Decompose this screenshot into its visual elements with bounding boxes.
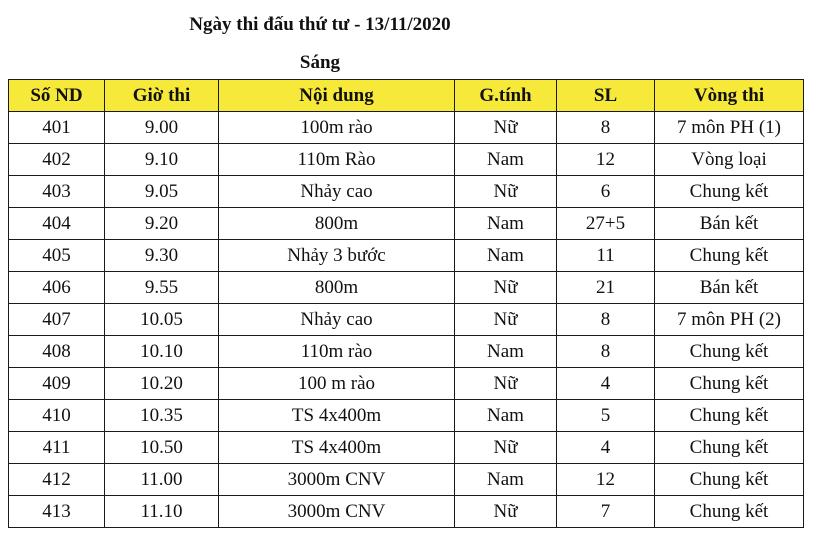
cell-so-nd: 412: [9, 464, 105, 496]
cell-vong-thi: 7 môn PH (2): [655, 304, 804, 336]
cell-gioi-tinh: Nam: [455, 240, 557, 272]
cell-noi-dung: 110m Rào: [219, 144, 455, 176]
cell-vong-thi: Chung kết: [655, 176, 804, 208]
cell-vong-thi: 7 môn PH (1): [655, 112, 804, 144]
cell-noi-dung: 100 m rào: [219, 368, 455, 400]
cell-so-luong: 21: [557, 272, 655, 304]
cell-so-nd: 408: [9, 336, 105, 368]
cell-gioi-tinh: Nam: [455, 400, 557, 432]
session-label: Sáng: [299, 52, 341, 73]
cell-so-luong: 27+5: [557, 208, 655, 240]
cell-gio-thi: 9.05: [105, 176, 219, 208]
cell-so-luong: 4: [557, 368, 655, 400]
cell-so-nd: 413: [9, 496, 105, 528]
cell-noi-dung: 110m rào: [219, 336, 455, 368]
cell-vong-thi: Chung kết: [655, 432, 804, 464]
cell-gioi-tinh: Nữ: [455, 496, 557, 528]
schedule-table: [8, 79, 804, 528]
cell-so-luong: 5: [557, 400, 655, 432]
cell-gio-thi: 10.10: [105, 336, 219, 368]
col-header-so-luong: SL: [557, 80, 655, 112]
cell-noi-dung: 3000m CNV: [219, 496, 455, 528]
table-row: [9, 432, 804, 464]
cell-so-nd: 401: [9, 112, 105, 144]
cell-gioi-tinh: Nữ: [455, 304, 557, 336]
cell-gio-thi: 10.50: [105, 432, 219, 464]
cell-so-luong: 6: [557, 176, 655, 208]
cell-gio-thi: 11.00: [105, 464, 219, 496]
table-row: [9, 496, 804, 528]
page-title: Ngày thi đấu thứ tư - 13/11/2020: [189, 14, 451, 35]
cell-vong-thi: Chung kết: [655, 464, 804, 496]
cell-gio-thi: 9.20: [105, 208, 219, 240]
cell-noi-dung: Nhảy cao: [219, 176, 455, 208]
cell-gio-thi: 10.35: [105, 400, 219, 432]
cell-gioi-tinh: Nữ: [455, 272, 557, 304]
cell-gioi-tinh: Nữ: [455, 368, 557, 400]
cell-so-nd: 409: [9, 368, 105, 400]
cell-so-luong: 8: [557, 304, 655, 336]
cell-so-luong: 11: [557, 240, 655, 272]
cell-gio-thi: 9.55: [105, 272, 219, 304]
cell-so-nd: 410: [9, 400, 105, 432]
cell-gioi-tinh: Nữ: [455, 112, 557, 144]
cell-gio-thi: 10.05: [105, 304, 219, 336]
table-row: [9, 144, 804, 176]
cell-vong-thi: Bán kết: [655, 208, 804, 240]
table-row: [9, 368, 804, 400]
cell-gioi-tinh: Nam: [455, 208, 557, 240]
col-header-gio-thi: Giờ thi: [105, 80, 219, 112]
cell-gio-thi: 9.10: [105, 144, 219, 176]
cell-so-luong: 8: [557, 336, 655, 368]
cell-vong-thi: Vòng loại: [655, 144, 804, 176]
table-row: [9, 464, 804, 496]
cell-gioi-tinh: Nam: [455, 144, 557, 176]
cell-vong-thi: Chung kết: [655, 400, 804, 432]
cell-so-luong: 4: [557, 432, 655, 464]
cell-noi-dung: 800m: [219, 272, 455, 304]
cell-gioi-tinh: Nam: [455, 336, 557, 368]
cell-so-luong: 7: [557, 496, 655, 528]
cell-so-nd: 407: [9, 304, 105, 336]
cell-gioi-tinh: Nữ: [455, 176, 557, 208]
cell-noi-dung: 3000m CNV: [219, 464, 455, 496]
cell-vong-thi: Bán kết: [655, 272, 804, 304]
cell-gio-thi: 10.20: [105, 368, 219, 400]
cell-so-nd: 411: [9, 432, 105, 464]
cell-noi-dung: 100m rào: [219, 112, 455, 144]
cell-gioi-tinh: Nam: [455, 464, 557, 496]
table-row: [9, 176, 804, 208]
cell-so-nd: 406: [9, 272, 105, 304]
cell-so-nd: 403: [9, 176, 105, 208]
cell-vong-thi: Chung kết: [655, 240, 804, 272]
col-header-gioi-tinh: G.tính: [455, 80, 557, 112]
table-row: [9, 208, 804, 240]
cell-gio-thi: 11.10: [105, 496, 219, 528]
cell-noi-dung: TS 4x400m: [219, 400, 455, 432]
col-header-vong-thi: Vòng thi: [655, 80, 804, 112]
cell-noi-dung: Nhảy cao: [219, 304, 455, 336]
cell-so-luong: 12: [557, 464, 655, 496]
table-row: [9, 112, 804, 144]
cell-so-luong: 12: [557, 144, 655, 176]
cell-so-nd: 405: [9, 240, 105, 272]
cell-vong-thi: Chung kết: [655, 336, 804, 368]
cell-gio-thi: 9.30: [105, 240, 219, 272]
cell-gio-thi: 9.00: [105, 112, 219, 144]
table-row: [9, 240, 804, 272]
cell-noi-dung: Nhảy 3 bước: [219, 240, 455, 272]
cell-so-nd: 402: [9, 144, 105, 176]
cell-so-nd: 404: [9, 208, 105, 240]
table-row: [9, 400, 804, 432]
table-header-row: [9, 80, 804, 112]
cell-noi-dung: 800m: [219, 208, 455, 240]
col-header-noi-dung: Nội dung: [219, 80, 455, 112]
table-row: [9, 304, 804, 336]
cell-vong-thi: Chung kết: [655, 496, 804, 528]
cell-noi-dung: TS 4x400m: [219, 432, 455, 464]
cell-vong-thi: Chung kết: [655, 368, 804, 400]
col-header-so-nd: Số ND: [9, 80, 105, 112]
table-row: [9, 336, 804, 368]
cell-so-luong: 8: [557, 112, 655, 144]
table-row: [9, 272, 804, 304]
cell-gioi-tinh: Nữ: [455, 432, 557, 464]
